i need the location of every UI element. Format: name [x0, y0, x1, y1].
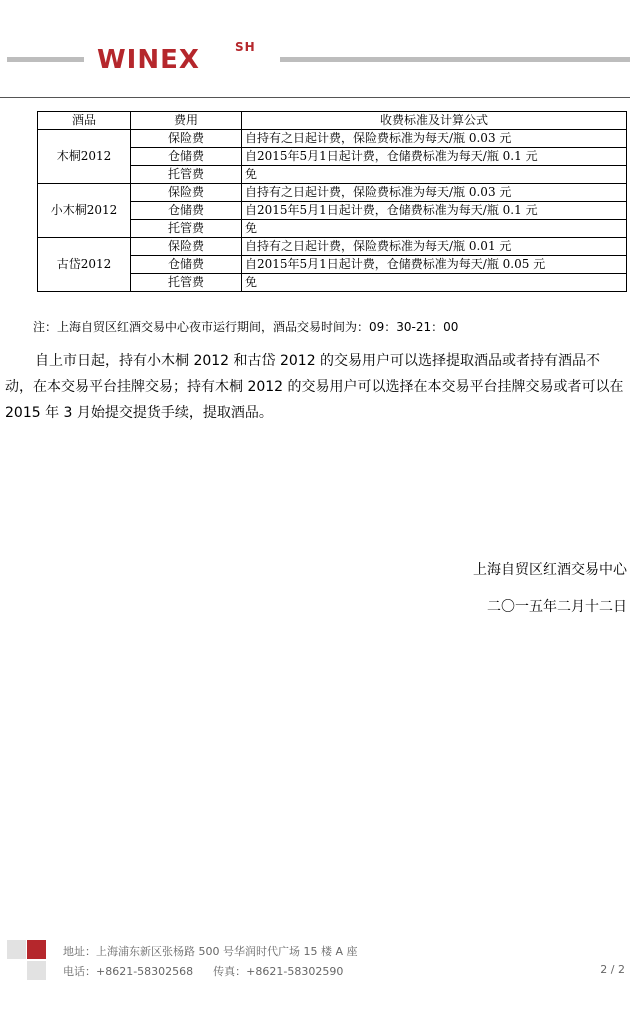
wine-name: 古岱2012 — [38, 238, 131, 292]
footer-square-red — [27, 940, 46, 959]
fee-standard: 免 — [242, 220, 627, 238]
table-row — [38, 184, 627, 202]
fee-type: 仓储费 — [131, 202, 242, 220]
fee-type: 保险费 — [131, 184, 242, 202]
fee-type: 托管费 — [131, 274, 242, 292]
fee-standard: 自2015年5月1日起计费，仓储费标准为每天/瓶 0.05 元 — [242, 256, 627, 274]
footer-square-grey — [7, 940, 26, 959]
fee-standard: 自2015年5月1日起计费，仓储费标准为每天/瓶 0.1 元 — [242, 148, 627, 166]
fee-type: 托管费 — [131, 166, 242, 184]
table-header-row — [38, 112, 627, 130]
fee-standard: 免 — [242, 166, 627, 184]
logo-superscript: SH — [235, 40, 256, 54]
fee-standard: 自持有之日起计费，保险费标准为每天/瓶 0.03 元 — [242, 130, 627, 148]
fee-standard: 自持有之日起计费，保险费标准为每天/瓶 0.03 元 — [242, 184, 627, 202]
fee-table — [37, 111, 627, 292]
column-header-wine: 酒品 — [38, 112, 131, 130]
logo-text: WINEX — [97, 45, 200, 75]
fee-standard: 自2015年5月1日起计费，仓储费标准为每天/瓶 0.1 元 — [242, 202, 627, 220]
footer-address: 地址：上海浦东新区张杨路 500 号华润时代广场 15 楼 A 座 — [63, 945, 358, 958]
fee-type: 保险费 — [131, 130, 242, 148]
body-paragraph: 自上市日起，持有小木桐 2012 和古岱 2012 的交易用户可以选择提取酒品或者持有酒品不动，在本交易平台挂牌交易；持有木桐 2012 的交易用户可以选择在本交易平台挂牌交易或者可以在 2015 年 3 月始提交提货手续，提取酒品。 — [5, 353, 624, 421]
footer-phone: 电话：+8621-58302568 — [63, 965, 194, 978]
column-header-fee: 费用 — [131, 112, 242, 130]
header-bar-right — [280, 57, 630, 62]
fee-type: 托管费 — [131, 220, 242, 238]
signature-organization: 上海自贸区红酒交易中心 — [473, 562, 627, 578]
footer-contact — [63, 963, 343, 979]
fee-standard: 自持有之日起计费，保险费标准为每天/瓶 0.01 元 — [242, 238, 627, 256]
wine-name: 小木桐2012 — [38, 184, 131, 238]
table-row — [38, 130, 627, 148]
column-header-standard: 收费标准及计算公式 — [242, 112, 627, 130]
signature-date: 二〇一五年二月十二日 — [487, 599, 627, 615]
header-divider — [0, 97, 630, 98]
fee-type: 仓储费 — [131, 256, 242, 274]
footer-fax: 传真：+8621-58302590 — [213, 965, 344, 978]
fee-type: 保险费 — [131, 238, 242, 256]
header-bar-left — [7, 57, 84, 62]
fee-type: 仓储费 — [131, 148, 242, 166]
trading-hours-note: 注：上海自贸区红酒交易中心夜市运行期间，酒品交易时间为：09：30-21：00 — [33, 320, 459, 334]
page-number: 2 / 2 — [600, 963, 625, 976]
wine-name: 木桐2012 — [38, 130, 131, 184]
footer-square-grey — [27, 961, 46, 980]
fee-standard: 免 — [242, 274, 627, 292]
table-row — [38, 238, 627, 256]
